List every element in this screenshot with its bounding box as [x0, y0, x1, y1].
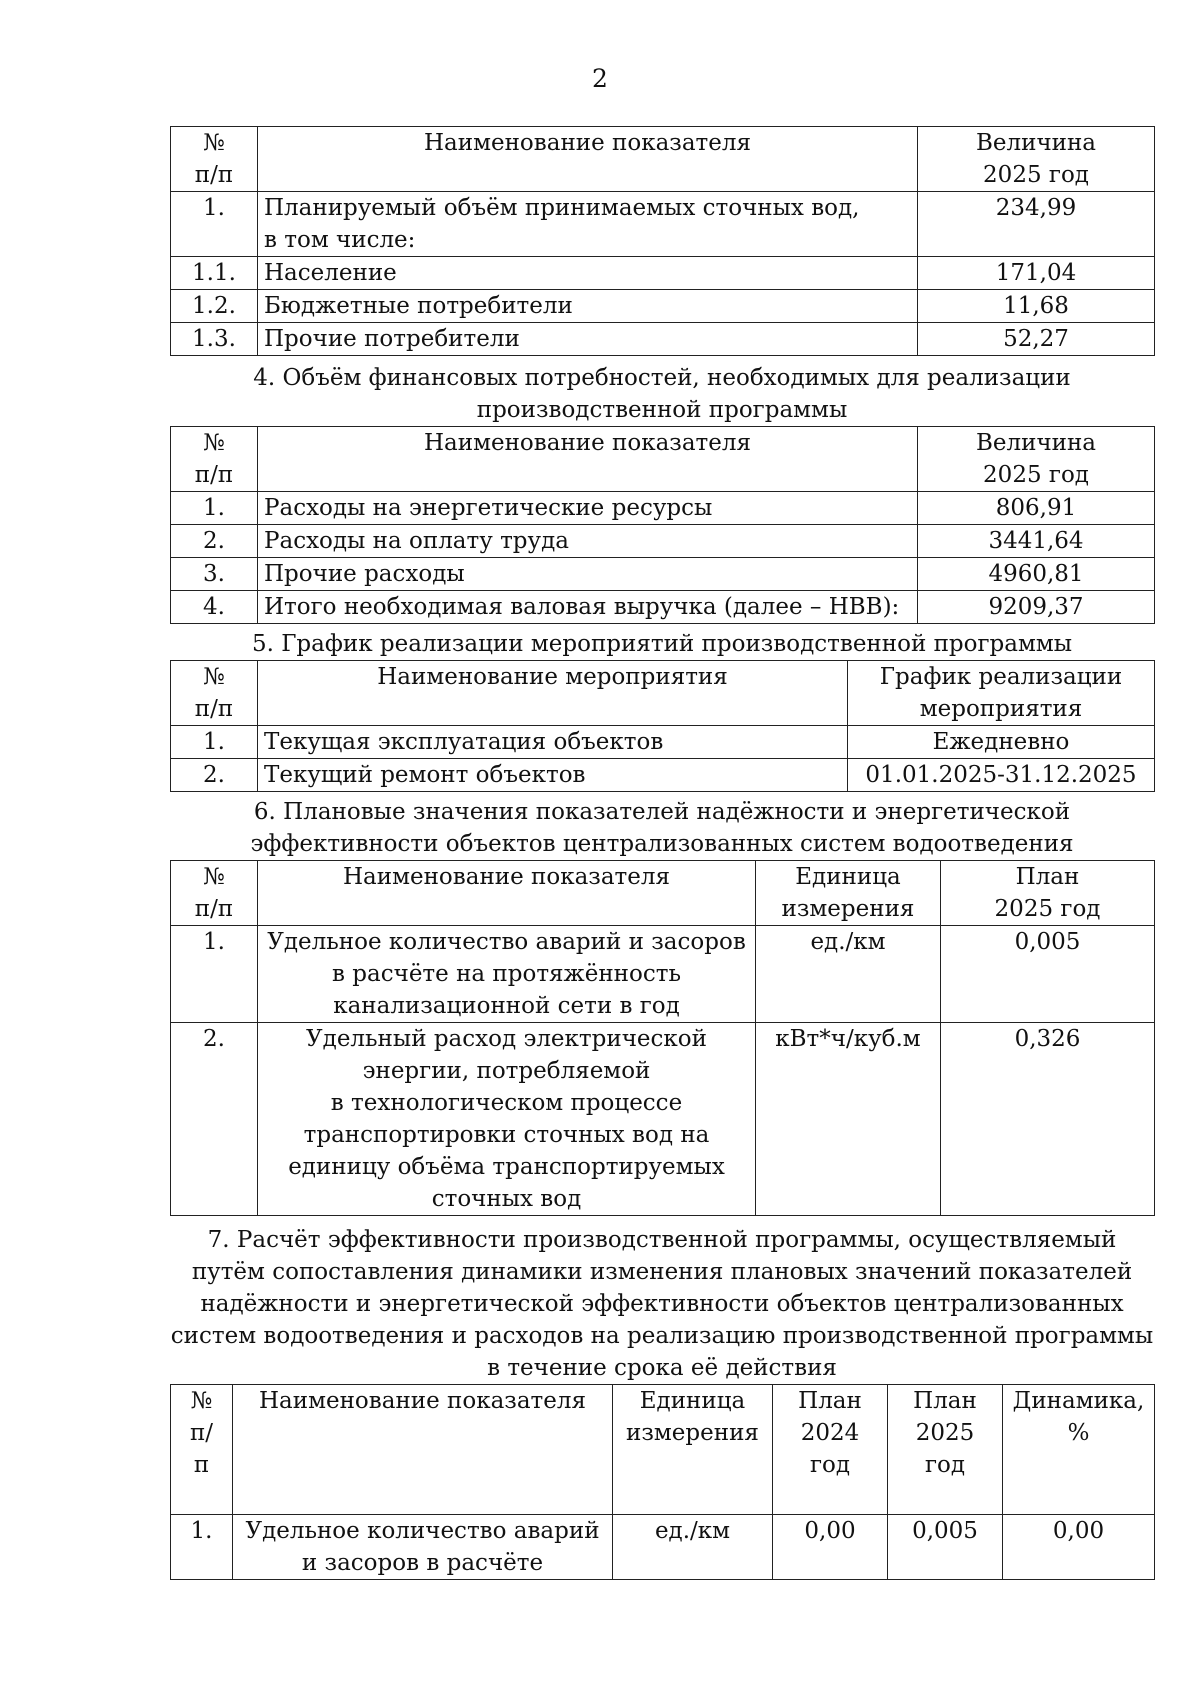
table-row	[171, 1023, 1155, 1216]
header-plan-2025: год	[924, 1452, 966, 1478]
header-name: Наименование мероприятия	[258, 661, 848, 726]
table-row	[171, 257, 1155, 290]
header-value: 2025 год	[983, 162, 1089, 188]
section-6-title: 6. Плановые значения показателей надёжности и энергетической	[253, 799, 1071, 825]
row-plan: 0,326	[941, 1023, 1155, 1216]
row-unit: ед./км	[613, 1515, 773, 1580]
row-num: 2.	[171, 759, 258, 792]
header-unit: измерения	[626, 1420, 759, 1446]
table-row	[171, 726, 1155, 759]
section-6-title: эффективности объектов централизованных систем водоотведения	[250, 831, 1074, 857]
header-plan: 2025 год	[994, 896, 1101, 922]
header-unit: Единица	[639, 1388, 746, 1414]
section-7-title: надёжности и энергетической эффективности объектов централизованных	[200, 1291, 1124, 1317]
row-name: единицу объёма транспортируемых	[288, 1154, 725, 1180]
row-num: 2.	[171, 1023, 258, 1216]
table-row	[171, 759, 1155, 792]
row-unit: кВт*ч/куб.м	[756, 1023, 941, 1216]
row-name: Удельное количество аварий и засоров	[267, 929, 746, 955]
row-value: 171,04	[918, 257, 1155, 290]
row-name: сточных вод	[431, 1186, 582, 1212]
header-num: п	[193, 1452, 210, 1478]
header-num: №	[203, 864, 225, 890]
row-name: канализационной сети в год	[333, 993, 680, 1019]
table-row	[171, 926, 1155, 1023]
table-row	[171, 1515, 1155, 1580]
row-dynamics: 0,00	[1003, 1515, 1155, 1580]
table-header-row	[171, 127, 1155, 192]
row-name: энергии, потребляемой	[362, 1058, 651, 1084]
header-num: №	[203, 430, 225, 456]
header-num: №	[203, 130, 225, 156]
page-number: 2	[592, 64, 608, 93]
header-plan-2024: год	[809, 1452, 851, 1478]
table-header-row	[171, 1385, 1155, 1515]
header-value: Величина	[975, 430, 1097, 456]
header-plan: План	[1015, 864, 1080, 890]
section-7-title: систем водоотведения и расходов на реализацию производственной программы	[170, 1323, 1154, 1349]
row-num: 1.2.	[171, 290, 258, 323]
table-header-row	[171, 661, 1155, 726]
header-name: Наименование показателя	[258, 427, 918, 492]
wastewater-volume-table	[170, 126, 1155, 356]
header-plan-2025: План	[913, 1388, 977, 1414]
row-name: Текущий ремонт объектов	[258, 759, 848, 792]
row-unit: ед./км	[756, 926, 941, 1023]
table-row	[171, 591, 1155, 624]
row-schedule: Ежедневно	[848, 726, 1155, 759]
table-row	[171, 558, 1155, 591]
row-plan: 0,005	[941, 926, 1155, 1023]
row-name: Итого необходимая валовая выручка (далее – НВВ):	[258, 591, 918, 624]
row-num: 1.	[171, 726, 258, 759]
row-name: в расчёте на протяжённость	[332, 961, 681, 987]
section-7-title: в течение срока её действия	[487, 1355, 837, 1381]
row-num: 1.	[171, 192, 258, 257]
header-plan-2024: 2024	[800, 1420, 860, 1446]
header-value: Величина	[975, 130, 1097, 156]
section-7-title: 7. Расчёт эффективности производственной программы, осуществляемый	[207, 1227, 1117, 1253]
header-num: №	[203, 664, 225, 690]
row-name: транспортировки сточных вод на	[303, 1122, 710, 1148]
header-unit: Единица	[795, 864, 901, 890]
section-6-heading	[170, 796, 1154, 860]
header-schedule: мероприятия	[919, 696, 1083, 722]
header-num: п/	[189, 1420, 214, 1446]
row-value: 234,99	[918, 192, 1155, 257]
row-num: 1.1.	[171, 257, 258, 290]
header-plan-2025: 2025	[915, 1420, 975, 1446]
section-4-heading	[170, 362, 1154, 426]
section-5-title: 5. График реализации мероприятий производственной программы	[251, 631, 1073, 657]
financial-needs-table	[170, 426, 1155, 624]
section-4-title: производственной программы	[476, 397, 848, 423]
header-plan-2024: План	[798, 1388, 862, 1414]
section-7-heading	[150, 1224, 1174, 1384]
table-row	[171, 525, 1155, 558]
header-num: п/п	[194, 696, 234, 722]
section-7-title: путём сопоставления динамики изменения плановых значений показателей	[191, 1259, 1133, 1285]
header-schedule: График реализации	[879, 664, 1123, 690]
row-schedule: 01.01.2025-31.12.2025	[848, 759, 1155, 792]
row-value: 11,68	[918, 290, 1155, 323]
header-dynamics: Динамика,	[1012, 1388, 1145, 1414]
row-num: 1.	[171, 926, 258, 1023]
header-value: 2025 год	[983, 462, 1089, 488]
row-name: в том числе:	[264, 227, 416, 253]
table-header-row	[171, 861, 1155, 926]
section-5-heading	[170, 628, 1154, 660]
row-value: 806,91	[918, 492, 1155, 525]
row-num: 3.	[171, 558, 258, 591]
schedule-table	[170, 660, 1155, 792]
table-row	[171, 323, 1155, 356]
row-num: 1.3.	[171, 323, 258, 356]
row-num: 4.	[171, 591, 258, 624]
header-unit: измерения	[781, 896, 915, 922]
row-name: Население	[258, 257, 918, 290]
header-name: Наименование показателя	[258, 861, 756, 926]
header-num: п/п	[194, 462, 234, 488]
header-name: Наименование показателя	[233, 1385, 613, 1515]
row-plan-2025: 0,005	[888, 1515, 1003, 1580]
header-num: п/п	[194, 162, 234, 188]
header-dynamics: %	[1067, 1420, 1090, 1446]
row-value: 3441,64	[918, 525, 1155, 558]
header-num: п/п	[194, 896, 234, 922]
section-4-title: 4. Объём финансовых потребностей, необходимых для реализации	[253, 365, 1071, 391]
row-name: Прочие расходы	[258, 558, 918, 591]
row-value: 9209,37	[918, 591, 1155, 624]
table-header-row	[171, 427, 1155, 492]
row-value: 4960,81	[918, 558, 1155, 591]
row-plan-2024: 0,00	[773, 1515, 888, 1580]
row-name: Текущая эксплуатация объектов	[258, 726, 848, 759]
row-name: Бюджетные потребители	[258, 290, 918, 323]
table-row	[171, 290, 1155, 323]
table-row	[171, 492, 1155, 525]
header-num: №	[190, 1388, 213, 1414]
row-num: 1.	[171, 1515, 233, 1580]
row-value: 52,27	[918, 323, 1155, 356]
row-name: Удельный расход электрической	[306, 1026, 707, 1052]
header-name: Наименование показателя	[424, 130, 751, 156]
row-name: Планируемый объём принимаемых сточных вод,	[264, 195, 860, 221]
reliability-indicators-table	[170, 860, 1155, 1216]
row-name: Расходы на оплату труда	[258, 525, 918, 558]
row-name: в технологическом процессе	[330, 1090, 683, 1116]
row-name: Удельное количество аварий	[245, 1518, 600, 1544]
row-name: Прочие потребители	[258, 323, 918, 356]
row-num: 2.	[171, 525, 258, 558]
table-row	[171, 192, 1155, 257]
row-num: 1.	[171, 492, 258, 525]
row-name: Расходы на энергетические ресурсы	[258, 492, 918, 525]
row-name: и засоров в расчёте	[301, 1550, 544, 1576]
efficiency-calculation-table	[170, 1384, 1155, 1580]
